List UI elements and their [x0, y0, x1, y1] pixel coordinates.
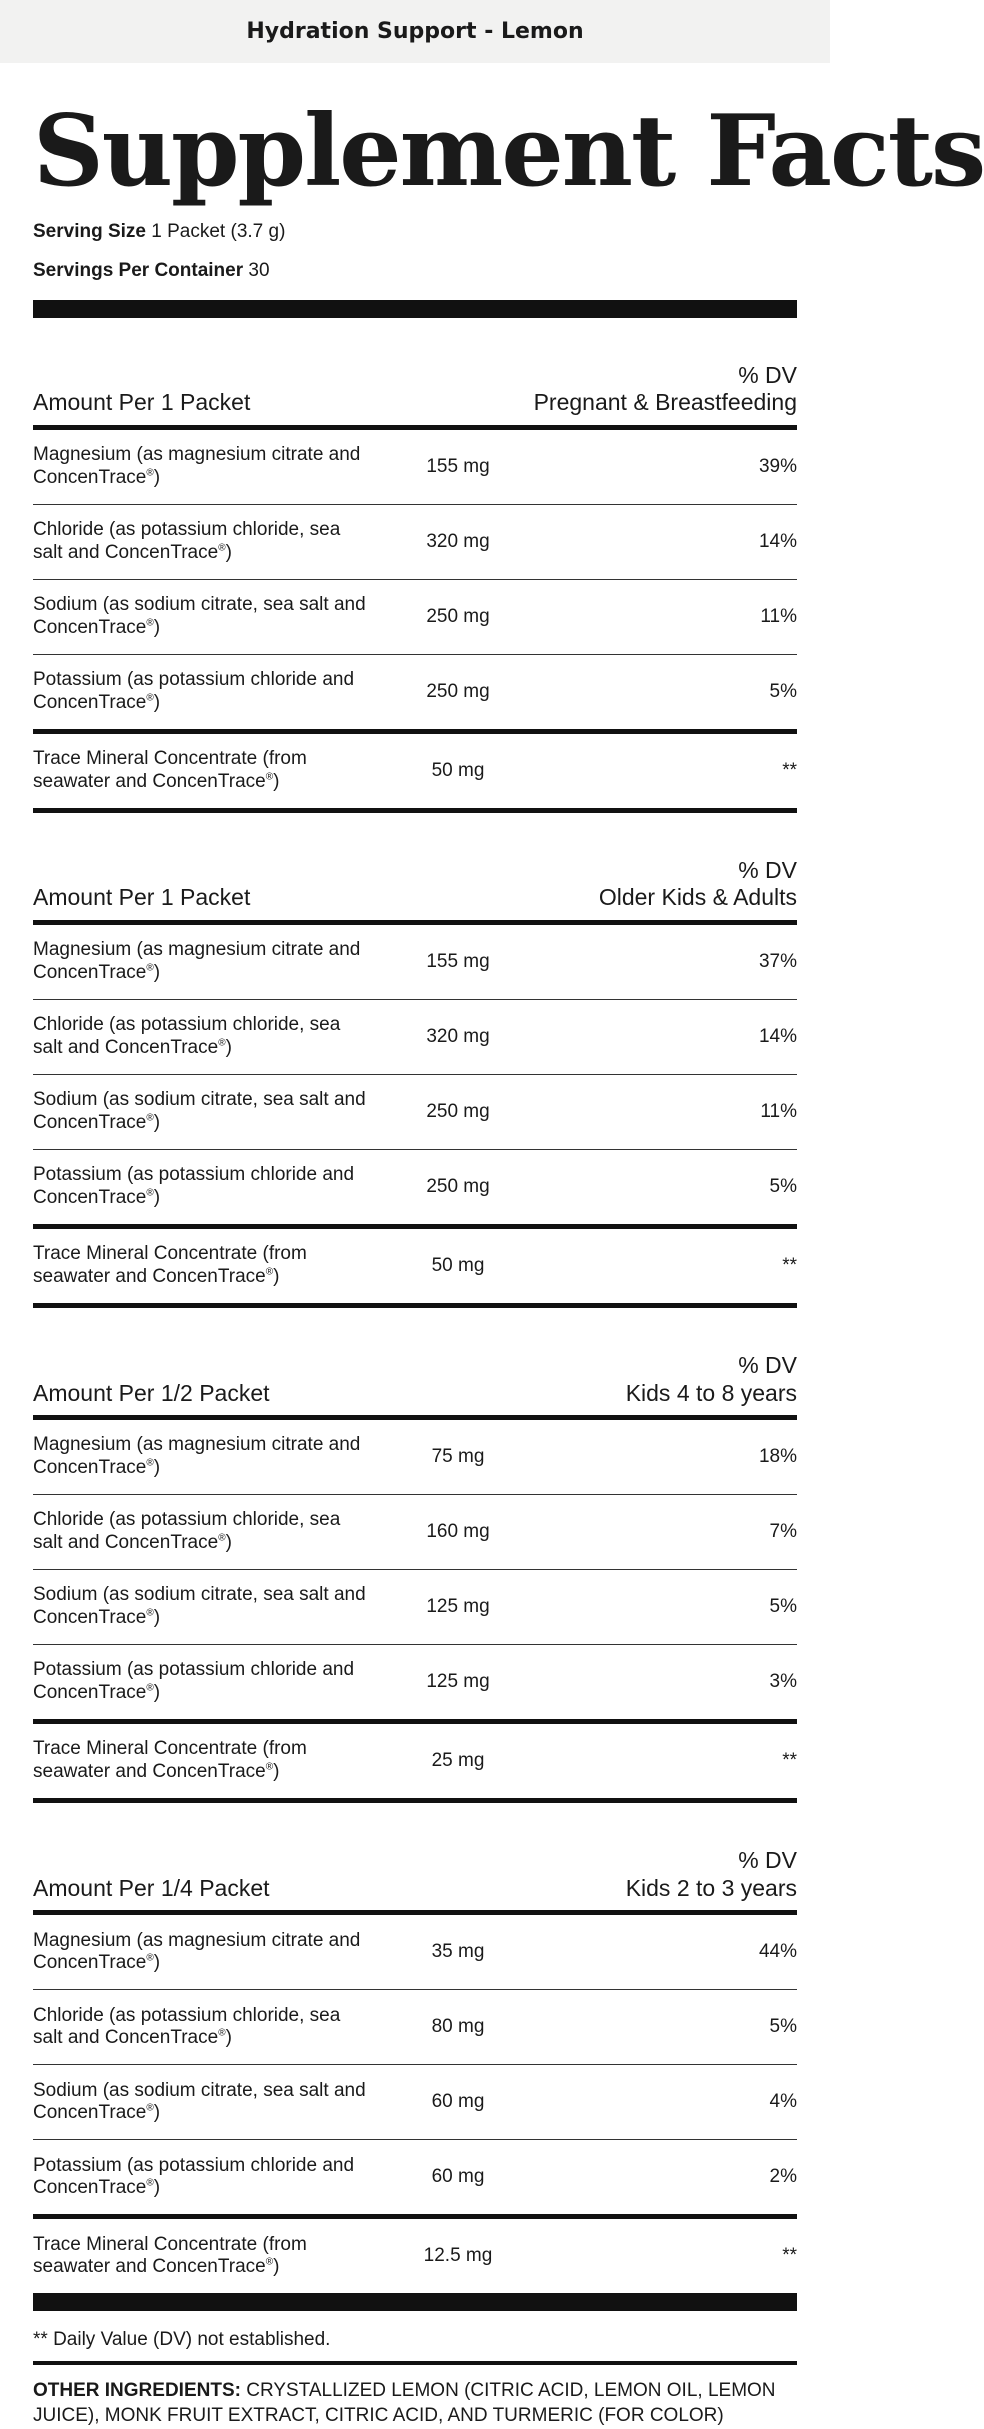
nutrient-amount: 250 mg — [426, 605, 490, 627]
nutrient-name — [33, 1164, 373, 1210]
nutrient-section — [33, 318, 797, 813]
nutrient-row — [33, 1990, 797, 2065]
nutrient-row — [33, 655, 797, 734]
nutrient-row — [33, 1000, 797, 1075]
nutrient-section — [33, 813, 797, 1308]
product-title-bar — [0, 0, 830, 63]
nutrient-name-text: Trace Mineral Concentrate (from seawater and ConcenTrace — [33, 2233, 307, 2278]
nutrient-name — [33, 2234, 373, 2280]
nutrient-name-text: Chloride (as potassium chloride, sea salt and ConcenTrace — [33, 2004, 341, 2049]
nutrient-amount: 320 mg — [426, 1025, 490, 1047]
nutrient-amount: 160 mg — [426, 1521, 490, 1543]
nutrient-sections — [33, 318, 797, 2294]
supplement-facts-panel — [0, 94, 984, 2429]
dv-header — [599, 857, 797, 912]
nutrient-amount: 60 mg — [431, 2166, 485, 2188]
name-close-paren: ) — [273, 1761, 280, 1783]
nutrient-name — [33, 2080, 373, 2126]
nutrient-amount: 320 mg — [426, 530, 490, 552]
nutrient-dv: 5% — [769, 1596, 797, 1618]
name-close-paren: ) — [273, 2256, 280, 2278]
section-header — [33, 1308, 797, 1420]
nutrient-name-text: Chloride (as potassium chloride, sea salt and ConcenTrace — [33, 1509, 341, 1554]
nutrient-dv: 3% — [769, 1671, 797, 1693]
nutrient-row — [33, 1420, 797, 1495]
name-close-paren: ) — [153, 1111, 161, 1133]
nutrient-amount: 155 mg — [426, 455, 490, 477]
population-label: Kids 2 to 3 years — [625, 1874, 797, 1901]
nutrient-dv: 37% — [758, 950, 797, 972]
nutrient-row — [33, 1645, 797, 1724]
registered-mark: ® — [146, 467, 154, 479]
name-close-paren: ) — [225, 1532, 232, 1554]
dv-footnote: ** Daily Value (DV) not established. — [33, 2311, 797, 2365]
nutrient-name — [33, 519, 373, 565]
name-close-paren: ) — [273, 770, 280, 792]
nutrient-row — [33, 1075, 797, 1150]
name-close-paren: ) — [153, 1457, 161, 1479]
nutrient-amount: 80 mg — [431, 2016, 485, 2038]
servings-per-container-label: Servings Per Container — [33, 259, 244, 281]
nutrient-name-text: Potassium (as potassium chloride and ConcenTrace — [33, 1164, 355, 1208]
registered-mark: ® — [218, 1532, 226, 1544]
nutrient-name — [33, 2005, 373, 2051]
nutrient-row — [33, 1150, 797, 1229]
nutrient-row — [33, 1229, 797, 1308]
amount-per-label: Amount Per 1 Packet — [33, 389, 251, 416]
nutrient-amount: 50 mg — [431, 1254, 485, 1276]
amount-per-label: Amount Per 1/4 Packet — [33, 1874, 270, 1901]
nutrient-name-text: Magnesium (as magnesium citrate and ConcenTrace — [33, 443, 361, 488]
nutrient-amount: 35 mg — [431, 1941, 485, 1963]
nutrient-name — [33, 1243, 373, 1289]
registered-mark: ® — [146, 1682, 154, 1694]
nutrient-dv: 44% — [758, 1941, 797, 1963]
dv-header — [534, 362, 797, 417]
nutrient-amount: 125 mg — [426, 1596, 490, 1618]
nutrient-dv: 11% — [760, 1100, 797, 1122]
name-close-paren: ) — [153, 1952, 161, 1974]
nutrient-dv: 39% — [758, 455, 797, 477]
nutrient-amount: 250 mg — [426, 1100, 490, 1122]
nutrient-dv: ** — [782, 1254, 797, 1276]
nutrient-name — [33, 1584, 373, 1630]
registered-mark: ® — [146, 1457, 154, 1469]
nutrient-row — [33, 1915, 797, 1990]
ingredients-label: OTHER INGREDIENTS: — [33, 2380, 241, 2402]
nutrient-name-text: Magnesium (as magnesium citrate and ConcenTrace — [33, 939, 361, 983]
registered-mark: ® — [218, 542, 226, 554]
nutrient-name — [33, 1659, 373, 1705]
nutrient-name — [33, 939, 373, 985]
nutrient-name — [33, 1509, 373, 1555]
nutrient-row — [33, 2140, 797, 2219]
nutrient-name-text: Chloride (as potassium chloride, sea salt and ConcenTrace — [33, 1014, 341, 1058]
nutrient-name — [33, 1738, 373, 1784]
nutrient-name — [33, 444, 373, 490]
nutrient-name-text: Sodium (as sodium citrate, sea salt and ConcenTrace — [33, 1089, 366, 1133]
nutrient-name — [33, 1089, 373, 1135]
nutrient-section — [33, 1803, 797, 2293]
nutrient-dv: 2% — [769, 2166, 797, 2188]
registered-mark: ® — [146, 1953, 154, 1965]
nutrient-dv: 5% — [769, 680, 797, 702]
nutrient-dv: 4% — [769, 2091, 797, 2113]
serving-size-value: 1 Packet (3.7 g) — [151, 221, 286, 242]
nutrient-name-text: Sodium (as sodium citrate, sea salt and ConcenTrace — [33, 2079, 366, 2124]
nutrient-name-text: Sodium (as sodium citrate, sea salt and ConcenTrace — [33, 1584, 366, 1629]
registered-mark: ® — [265, 771, 274, 783]
dv-label: % DV — [738, 856, 797, 883]
nutrient-name — [33, 1014, 373, 1060]
nutrient-row — [33, 1495, 797, 1570]
name-close-paren: ) — [225, 1036, 232, 1058]
nutrient-amount: 125 mg — [426, 1671, 490, 1693]
nutrient-dv: 14% — [758, 1025, 797, 1047]
registered-mark: ® — [218, 2028, 226, 2040]
section-header — [33, 318, 797, 430]
nutrient-row — [33, 430, 797, 505]
nutrient-amount: 12.5 mg — [423, 2245, 493, 2267]
nutrient-name — [33, 748, 373, 794]
nutrient-row — [33, 925, 797, 1000]
name-close-paren: ) — [225, 541, 232, 563]
nutrient-dv: 7% — [769, 1521, 797, 1543]
nutrient-name-text: Trace Mineral Concentrate (from seawater and ConcenTrace — [33, 1738, 307, 1783]
registered-mark: ® — [265, 1266, 274, 1278]
nutrient-dv: 14% — [758, 530, 797, 552]
nutrient-row — [33, 2065, 797, 2140]
name-close-paren: ) — [225, 2027, 232, 2049]
nutrient-name-text: Potassium (as potassium chloride and ConcenTrace — [33, 1659, 355, 1704]
nutrient-name-text: Trace Mineral Concentrate (from seawater and ConcenTrace — [33, 747, 307, 792]
name-close-paren: ) — [153, 2177, 161, 2199]
nutrient-name — [33, 1434, 373, 1480]
servings-per-container-value: 30 — [248, 259, 270, 281]
population-label: Kids 4 to 8 years — [625, 1379, 797, 1406]
name-close-paren: ) — [153, 2102, 161, 2124]
nutrient-row — [33, 1724, 797, 1803]
nutrient-dv: 5% — [769, 1175, 797, 1197]
nutrient-name-text: Sodium (as sodium citrate, sea salt and ConcenTrace — [33, 593, 366, 638]
dv-label: % DV — [738, 361, 797, 388]
nutrient-amount: 250 mg — [426, 680, 490, 702]
registered-mark: ® — [146, 1112, 154, 1124]
nutrient-dv: ** — [782, 1750, 797, 1772]
nutrient-name-text: Trace Mineral Concentrate (from seawater and ConcenTrace — [33, 1243, 307, 1287]
registered-mark: ® — [265, 1761, 274, 1773]
facts-title: Supplement Facts — [33, 94, 984, 209]
ingredients-text: CRYSTALLIZED LEMON (CITRIC ACID, LEMON OIL, LEMON JUICE), MONK FRUIT EXTRACT, CITRIC ACID, AND TURMERIC (FOR COLOR) — [33, 2380, 776, 2427]
bottom-divider — [33, 2293, 797, 2311]
population-label: Pregnant & Breastfeeding — [533, 389, 797, 416]
serving-size — [33, 221, 797, 244]
name-close-paren: ) — [153, 466, 161, 488]
section-header — [33, 1803, 797, 1915]
nutrient-dv: ** — [782, 2245, 797, 2267]
serving-size-label: Serving Size — [33, 221, 146, 242]
nutrient-row — [33, 2219, 797, 2293]
nutrient-row — [33, 580, 797, 655]
dv-label: % DV — [738, 1847, 797, 1874]
nutrient-name — [33, 669, 373, 715]
nutrient-row — [33, 734, 797, 813]
nutrient-dv: ** — [782, 759, 797, 781]
registered-mark: ® — [146, 1607, 154, 1619]
nutrient-name — [33, 594, 373, 640]
nutrient-amount: 250 mg — [426, 1175, 490, 1197]
registered-mark: ® — [146, 1187, 154, 1199]
nutrient-section — [33, 1308, 797, 1803]
name-close-paren: ) — [153, 1186, 161, 1208]
registered-mark: ® — [146, 2178, 154, 2190]
name-close-paren: ) — [153, 616, 161, 638]
registered-mark: ® — [146, 962, 154, 974]
product-name: Hydration Support - Lemon — [246, 19, 584, 44]
nutrient-amount: 155 mg — [426, 950, 490, 972]
nutrient-name-text: Potassium (as potassium chloride and ConcenTrace — [33, 668, 355, 713]
nutrient-name-text: Chloride (as potassium chloride, sea salt and ConcenTrace — [33, 518, 341, 563]
dv-header — [626, 1352, 797, 1407]
population-label: Older Kids & Adults — [598, 884, 797, 911]
name-close-paren: ) — [153, 961, 161, 983]
amount-per-label: Amount Per 1/2 Packet — [33, 1379, 270, 1406]
dv-label: % DV — [738, 1351, 797, 1378]
top-divider — [33, 300, 797, 318]
nutrient-name — [33, 2155, 373, 2201]
name-close-paren: ) — [153, 1682, 161, 1704]
nutrient-dv: 5% — [769, 2016, 797, 2038]
nutrient-name-text: Magnesium (as magnesium citrate and ConcenTrace — [33, 1929, 361, 1974]
nutrient-row — [33, 505, 797, 580]
registered-mark: ® — [265, 2257, 274, 2269]
name-close-paren: ) — [153, 1607, 161, 1629]
amount-per-label: Amount Per 1 Packet — [33, 884, 251, 911]
nutrient-amount: 60 mg — [431, 2091, 485, 2113]
registered-mark: ® — [218, 1037, 226, 1049]
registered-mark: ® — [146, 692, 154, 704]
nutrient-dv: 18% — [758, 1446, 797, 1468]
dv-header — [626, 1847, 797, 1902]
nutrient-name — [33, 1930, 373, 1976]
registered-mark: ® — [146, 617, 154, 629]
nutrient-amount: 25 mg — [431, 1750, 485, 1772]
nutrient-row — [33, 1570, 797, 1645]
section-header — [33, 813, 797, 925]
nutrient-amount: 75 mg — [431, 1446, 485, 1468]
servings-per-container — [33, 260, 797, 283]
nutrient-dv: 11% — [760, 605, 797, 627]
name-close-paren: ) — [153, 691, 161, 713]
nutrient-amount: 50 mg — [431, 759, 485, 781]
name-close-paren: ) — [273, 1265, 280, 1287]
nutrient-name-text: Potassium (as potassium chloride and ConcenTrace — [33, 2154, 355, 2199]
nutrient-name-text: Magnesium (as magnesium citrate and ConcenTrace — [33, 1434, 361, 1479]
registered-mark: ® — [146, 2103, 154, 2115]
other-ingredients — [33, 2365, 797, 2428]
